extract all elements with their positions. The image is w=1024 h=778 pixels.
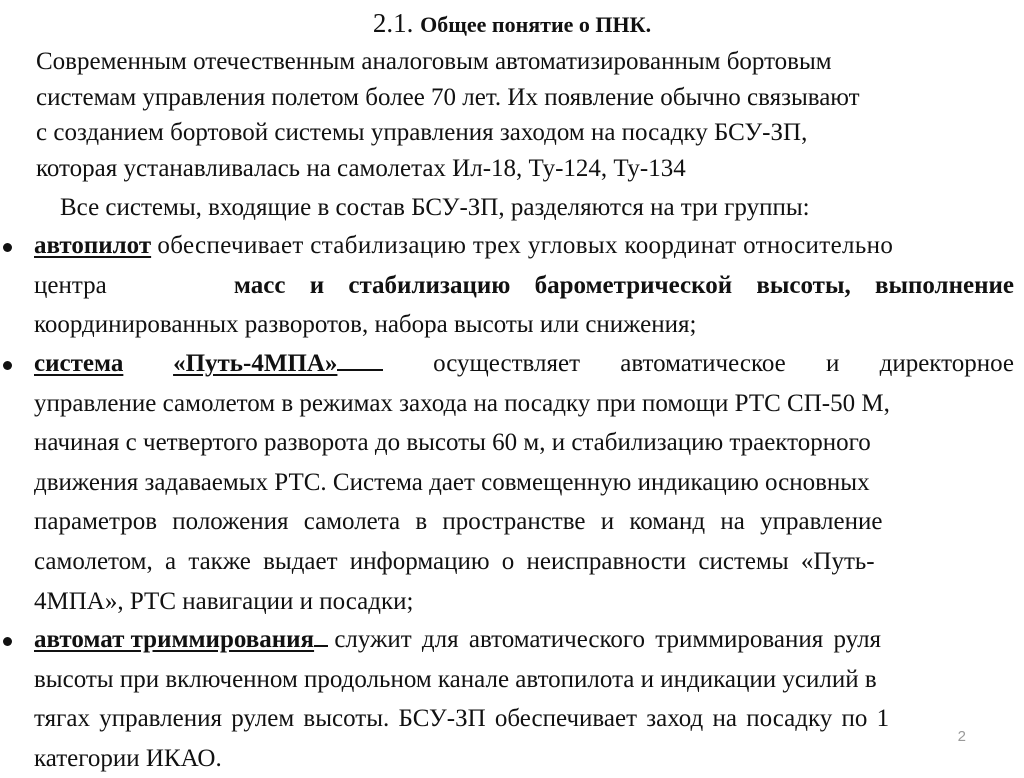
bullet-trim-automat	[34, 620, 1014, 778]
bullet-text: обеспечивает стабилизацию трех угловых координат относительно	[157, 232, 894, 259]
bullet-term: автопилот	[34, 232, 152, 259]
bullet-term	[173, 344, 383, 384]
bullet-row: категории ИКАО.	[34, 744, 222, 772]
bullet-term-name: «Путь-4МПА»	[173, 350, 338, 377]
intro-line: Современным отечественным аналоговым автоматизированным бортовым	[36, 48, 832, 75]
bullet-dot	[3, 361, 12, 370]
intro-line: с созданием бортовой системы управления заходом на посадку БСУ-ЗП,	[36, 119, 808, 146]
underline-gap	[314, 644, 328, 647]
bullet-put-4mpa	[34, 344, 1014, 621]
section-number: 2.1.	[372, 8, 414, 38]
bullet-row: управление самолетом в режимах захода на посадку при помощи РТС СП-50 М,	[34, 389, 890, 417]
bullet-text: осуществляет автоматическое и директорное	[433, 350, 1014, 377]
bullet-row: движения задаваемых РТС. Система дает совмещенную индикацию основных	[34, 468, 870, 496]
groups-lead: Все системы, входящие в состав БСУ-ЗП, разделяются на три группы:	[60, 194, 810, 221]
bullet-row	[34, 266, 1014, 306]
bullet-row	[34, 226, 1014, 266]
bullet-term: автомат триммирования	[34, 626, 315, 653]
bullet-dot	[3, 243, 12, 252]
bullet-row	[34, 620, 1014, 660]
bullet-text: центра	[34, 271, 107, 299]
intro-line: системам управления полетом более 70 лет. Их появление обычно связывают	[36, 83, 860, 111]
bullet-row: начиная с четвертого разворота до высоты 60 м, и стабилизацию траекторного	[34, 429, 871, 457]
bullet-row	[34, 344, 1014, 384]
bullet-dot	[3, 637, 12, 646]
section-heading	[0, 6, 1024, 42]
bullet-row: параметров положения самолета в пространстве и команд на управление	[34, 508, 883, 536]
bullet-text: служит для автоматического триммирования руля	[334, 626, 882, 653]
bullet-row: самолетом, а также выдает информацию о неисправности системы «Путь-	[34, 547, 875, 575]
bullet-text-bold: масс и стабилизацию барометрической высоты, выполнение	[233, 271, 1014, 299]
bullet-autopilot	[34, 226, 1014, 345]
bullet-row: тягах управления рулем высоты. БСУ-ЗП обеспечивает заход на посадку по 1	[34, 705, 890, 733]
underline-gap	[337, 368, 383, 371]
intro-line: которая устанавливалась на самолетах Ил-18, Ту-124, Ту-134	[36, 154, 686, 182]
bullet-row: координированных разворотов, набора высоты или снижения;	[34, 311, 697, 339]
bullet-term: система	[34, 350, 124, 377]
bullet-row: высоты при включенном продольном канале автопилота и индикации усилий в	[34, 665, 877, 693]
bullet-row: 4МПА», РТС навигации и посадки;	[34, 587, 414, 615]
intro-paragraph	[36, 44, 996, 186]
page-number: 2	[957, 728, 966, 745]
section-title: Общее понятие о ПНК.	[420, 12, 652, 37]
